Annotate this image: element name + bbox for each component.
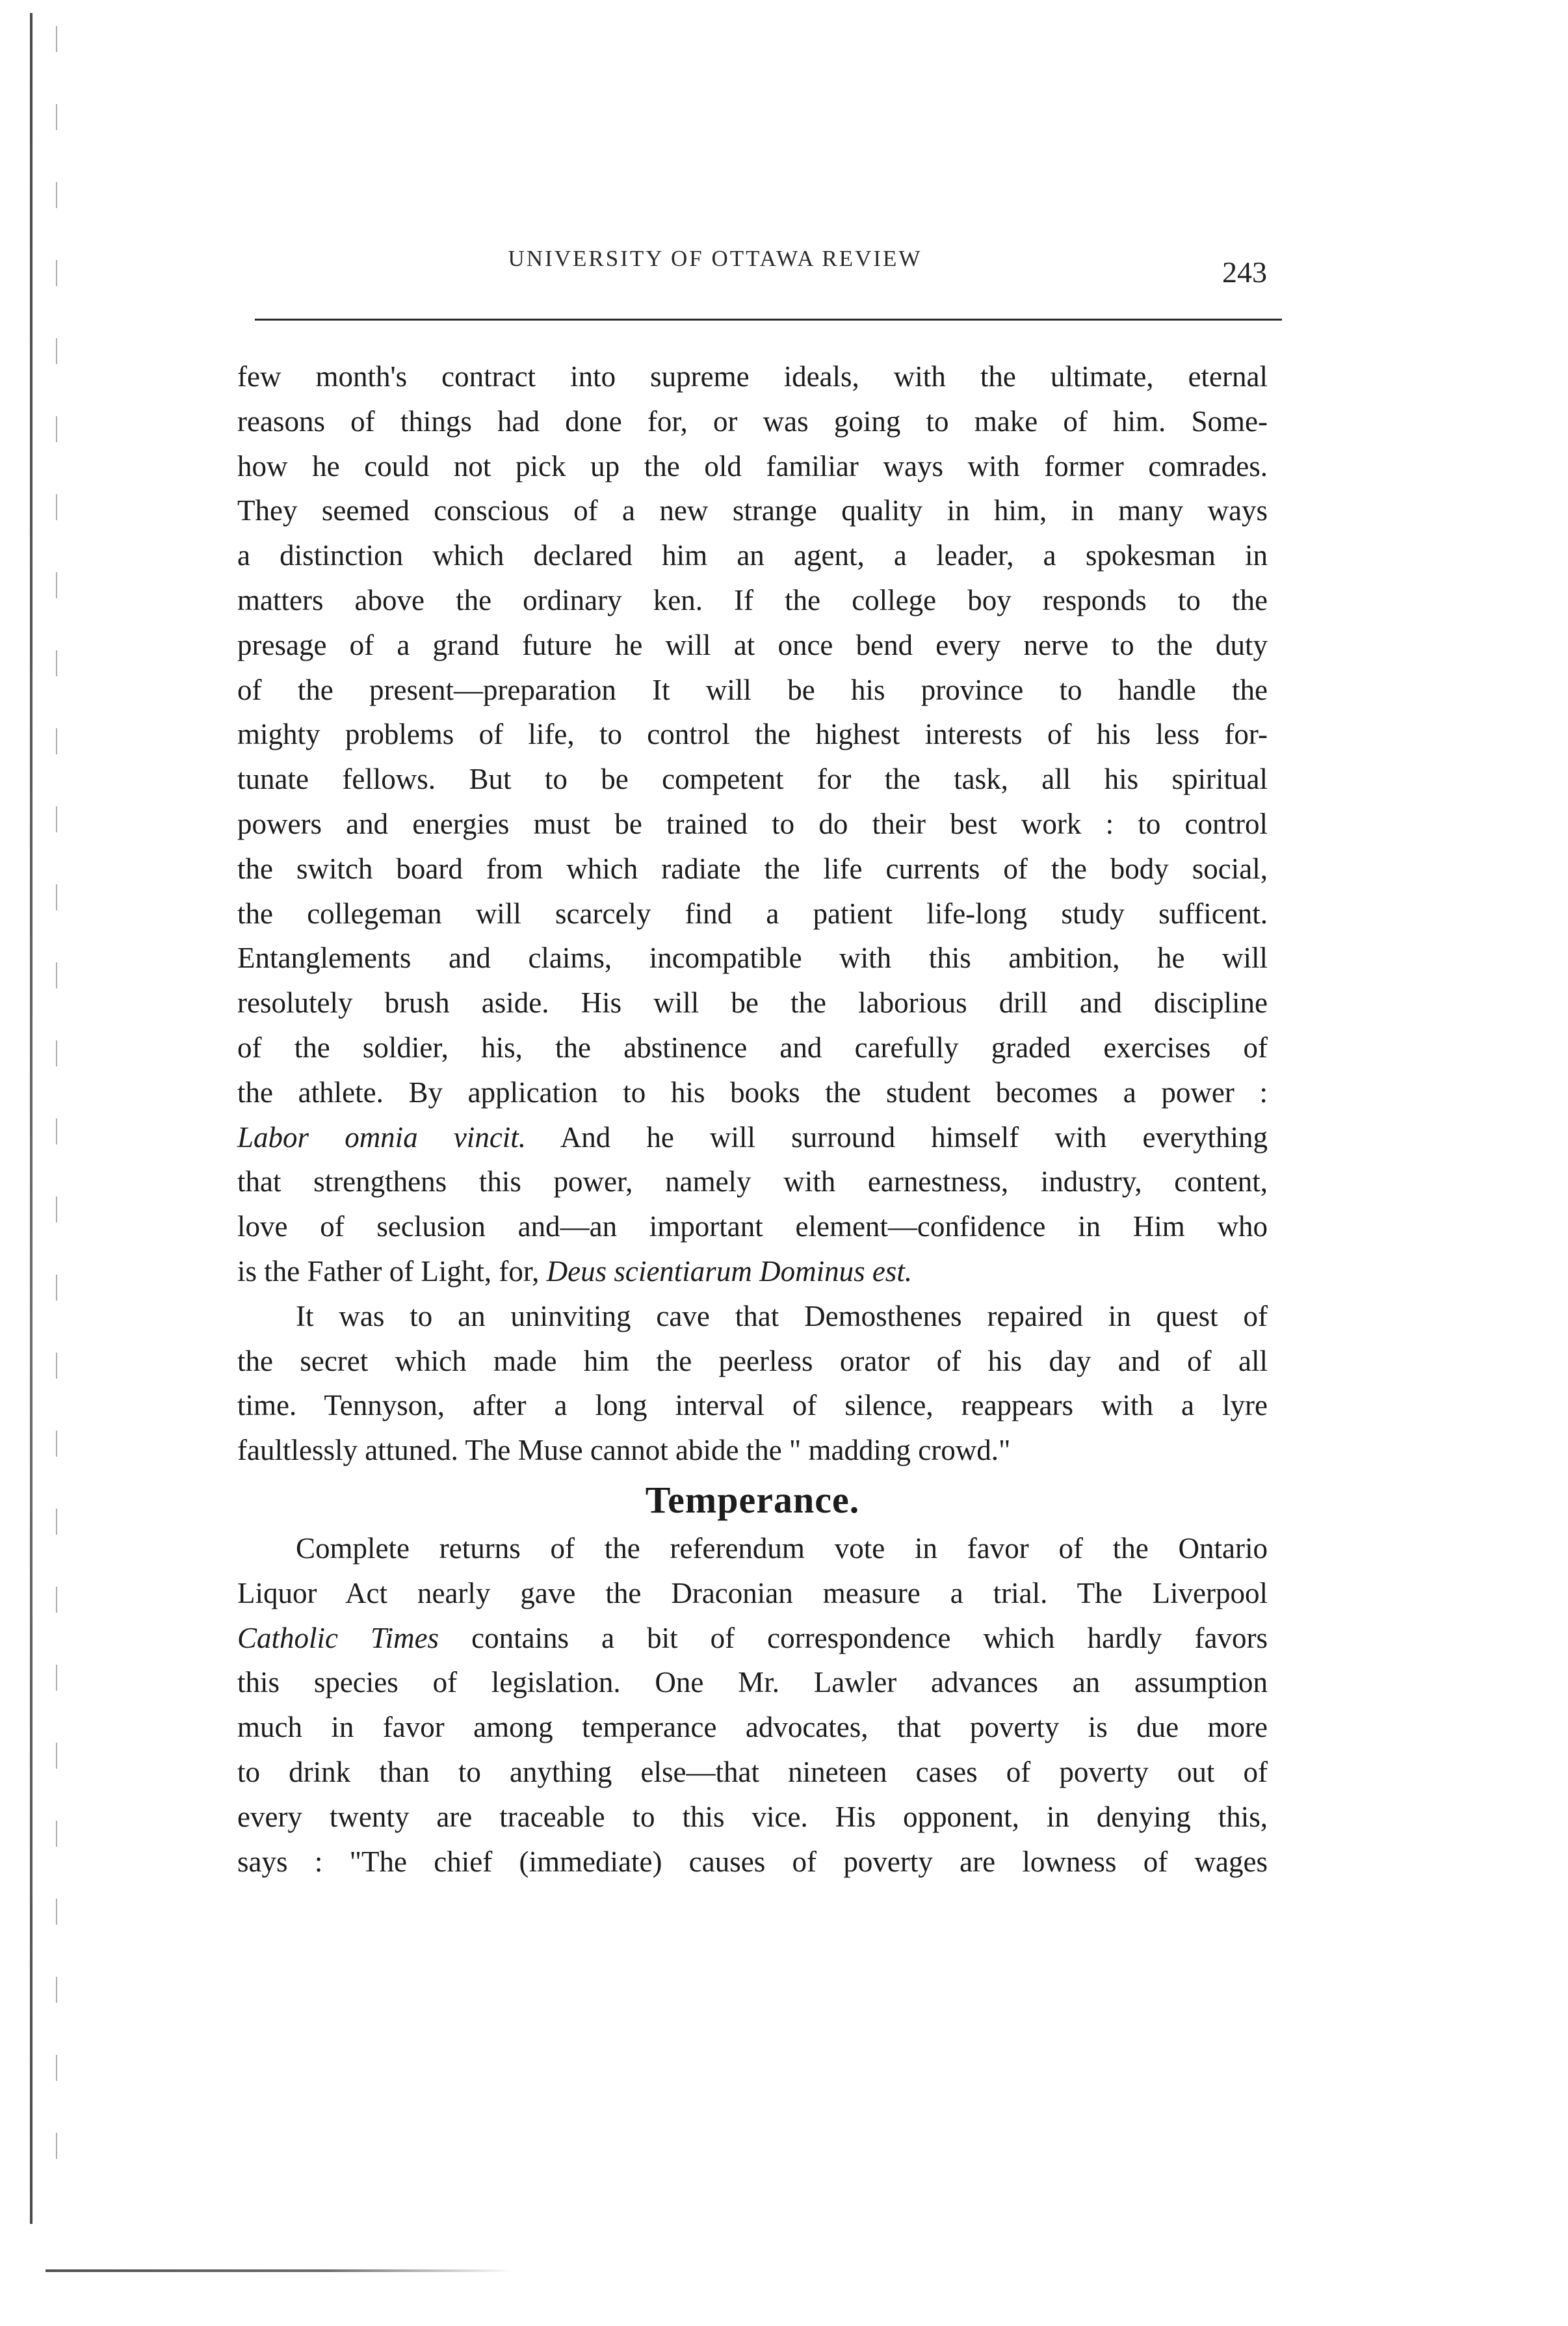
page-number: 243 (1222, 256, 1267, 289)
text-line: that strengthens this power, namely with earnestness, industry, content, (237, 1165, 1268, 1198)
text-line: They seemed conscious of a new strange quality in him, in many ways (237, 494, 1268, 527)
text-line: presage of a grand future he will at once bend every nerve to the duty (237, 628, 1268, 661)
text-line: this species of legislation. One Mr. Lawler advances an assumption (237, 1666, 1268, 1699)
text-line: It was to an uninviting cave that Demosthenes repaired in quest of (296, 1299, 1268, 1332)
text-line: the collegeman will scarcely find a patient life-long study sufficent. (237, 897, 1268, 930)
text-line: a distinction which declared him an agent, a leader, a spokesman in (237, 539, 1268, 572)
text-line: reasons of things had done for, or was going to make of him. Some- (237, 404, 1268, 438)
section-heading: Temperance. (645, 1478, 860, 1521)
paragraph-2 (237, 1294, 1268, 1473)
latin-phrase-deus: Deus scientiarum Dominus est. (546, 1254, 913, 1288)
text-line: the switch board from which radiate the life currents of the body social, (237, 852, 1268, 885)
text-line: of the present—preparation It will be his province to handle the (237, 673, 1268, 706)
text-line (237, 1115, 1268, 1160)
text-line: powers and energies must be trained to do their best work : to control (237, 807, 1268, 840)
text-fragment: contains a bit of correspondence which hardly favors (439, 1621, 1268, 1654)
paragraph-3 (237, 1526, 1268, 1884)
text-line: Entanglements and claims, incompatible with this ambition, he will (237, 942, 1268, 975)
text-fragment: is the Father of Light, for, (237, 1254, 547, 1288)
text-line: time. Tennyson, after a long interval of silence, reappears with a lyre (237, 1389, 1268, 1422)
text-line: Complete returns of the referendum vote in favor of the Ontario (296, 1531, 1268, 1565)
text-line (237, 1249, 1268, 1294)
text-line: to drink than to anything else—that nineteen cases of poverty out of (237, 1755, 1268, 1788)
header-rule (255, 319, 1282, 321)
text-line: love of seclusion and—an important element—confidence in Him who (237, 1210, 1268, 1243)
text-line: much in favor among temperance advocates, that poverty is due more (237, 1711, 1268, 1744)
text-line: every twenty are traceable to this vice. His opponent, in denying this, (237, 1800, 1268, 1833)
text-line: how he could not pick up the old familiar ways with former comrades. (237, 449, 1268, 482)
text-line: tunate fellows. But to be competent for the task, all his spiritual (237, 763, 1268, 796)
paragraph-1 (237, 354, 1268, 1294)
binding-edge-shadow (56, 26, 57, 2172)
text-line: of the soldier, his, the abstinence and carefully graded exercises of (237, 1031, 1268, 1064)
text-line: few month's contract into supreme ideals, with the ultimate, eternal (237, 360, 1268, 393)
text-line: says : "The chief (immediate) causes of poverty are lowness of wages (237, 1845, 1268, 1878)
text-line (237, 1616, 1268, 1661)
text-line: the secret which made him the peerless orator of his day and of all (237, 1344, 1268, 1377)
text-line: matters above the ordinary ken. If the college boy responds to the (237, 583, 1268, 616)
running-title: UNIVERSITY OF OTTAWA REVIEW (508, 246, 922, 271)
article-body (237, 354, 1268, 1884)
latin-phrase-labor: Labor omnia vincit. (237, 1120, 527, 1154)
text-fragment: And he will surround himself with everything (526, 1120, 1268, 1154)
text-line: Liquor Act nearly gave the Draconian measure a trial. The Liverpool (237, 1576, 1268, 1609)
text-line: the athlete. By application to his books the student becomes a power : (237, 1076, 1268, 1109)
text-line: mighty problems of life, to control the highest interests of his less for- (237, 718, 1268, 751)
binding-foot-line (46, 2269, 514, 2272)
binding-edge-line (30, 13, 33, 2224)
text-line: resolutely brush aside. His will be the laborious drill and discipline (237, 986, 1268, 1020)
text-line: faultlessly attuned. The Muse cannot abide the " madding crowd." (237, 1434, 1011, 1467)
publication-title: Catholic Times (237, 1621, 439, 1654)
